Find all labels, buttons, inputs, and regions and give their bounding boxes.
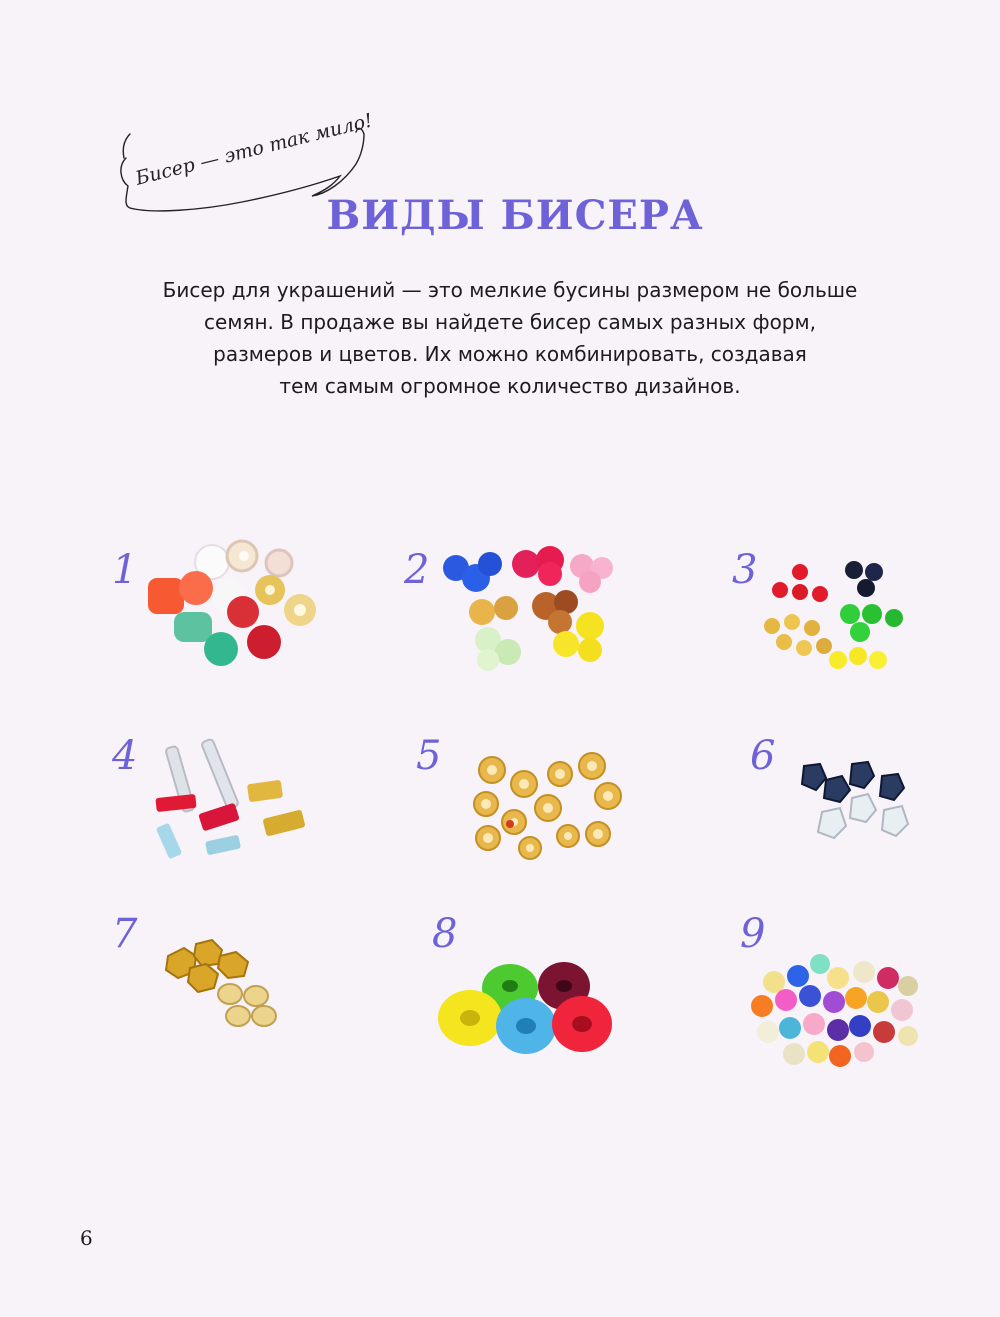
bead-type-1 (108, 530, 338, 680)
small-opaque-beads-photo-icon (754, 556, 914, 706)
bead-number: 4 (112, 733, 138, 779)
bead-type-6 (748, 720, 978, 870)
bugle-beads-photo-icon (152, 734, 332, 884)
intro-line: тем самым огромное количество дизайнов. (279, 374, 741, 398)
page-number: 6 (80, 1226, 93, 1250)
bead-type-2 (404, 530, 634, 680)
large-pony-beads-photo-icon (436, 950, 626, 1100)
bead-number: 5 (416, 733, 442, 779)
bead-number: 7 (112, 911, 138, 957)
multicolor-pony-beads-photo-icon (748, 952, 928, 1082)
bead-type-7 (110, 900, 340, 1050)
bead-number: 2 (404, 547, 430, 593)
colorful-round-beads-photo-icon (442, 540, 632, 690)
intro-paragraph (110, 274, 910, 402)
intro-line: размеров и цветов. Их можно комбинировать, создавая (213, 342, 807, 366)
bead-type-5 (414, 720, 644, 870)
mixed-seed-beads-photo-icon (146, 530, 316, 680)
intro-line: Бисер для украшений — это мелкие бусины размером не больше (162, 278, 858, 302)
bead-type-9 (738, 900, 968, 1050)
hex-cut-beads-photo-icon (794, 758, 924, 888)
bead-type-8 (430, 900, 660, 1050)
bubble-caption: Бисер — это так мило! (133, 109, 375, 190)
bead-number: 6 (750, 733, 776, 779)
intro-line: семян. В продаже вы найдете бисер самых разных форм, (204, 310, 816, 334)
gold-faceted-beads-photo-icon (160, 936, 300, 1056)
bead-type-3 (732, 530, 962, 680)
gold-rondelle-beads-photo-icon (464, 748, 634, 898)
bead-type-4 (110, 720, 340, 870)
bead-number: 3 (732, 547, 758, 593)
bead-number: 1 (112, 547, 138, 593)
bead-number: 8 (432, 911, 458, 957)
bead-number: 9 (740, 911, 766, 957)
page-title: ВИДЫ БИСЕРА (326, 192, 704, 239)
